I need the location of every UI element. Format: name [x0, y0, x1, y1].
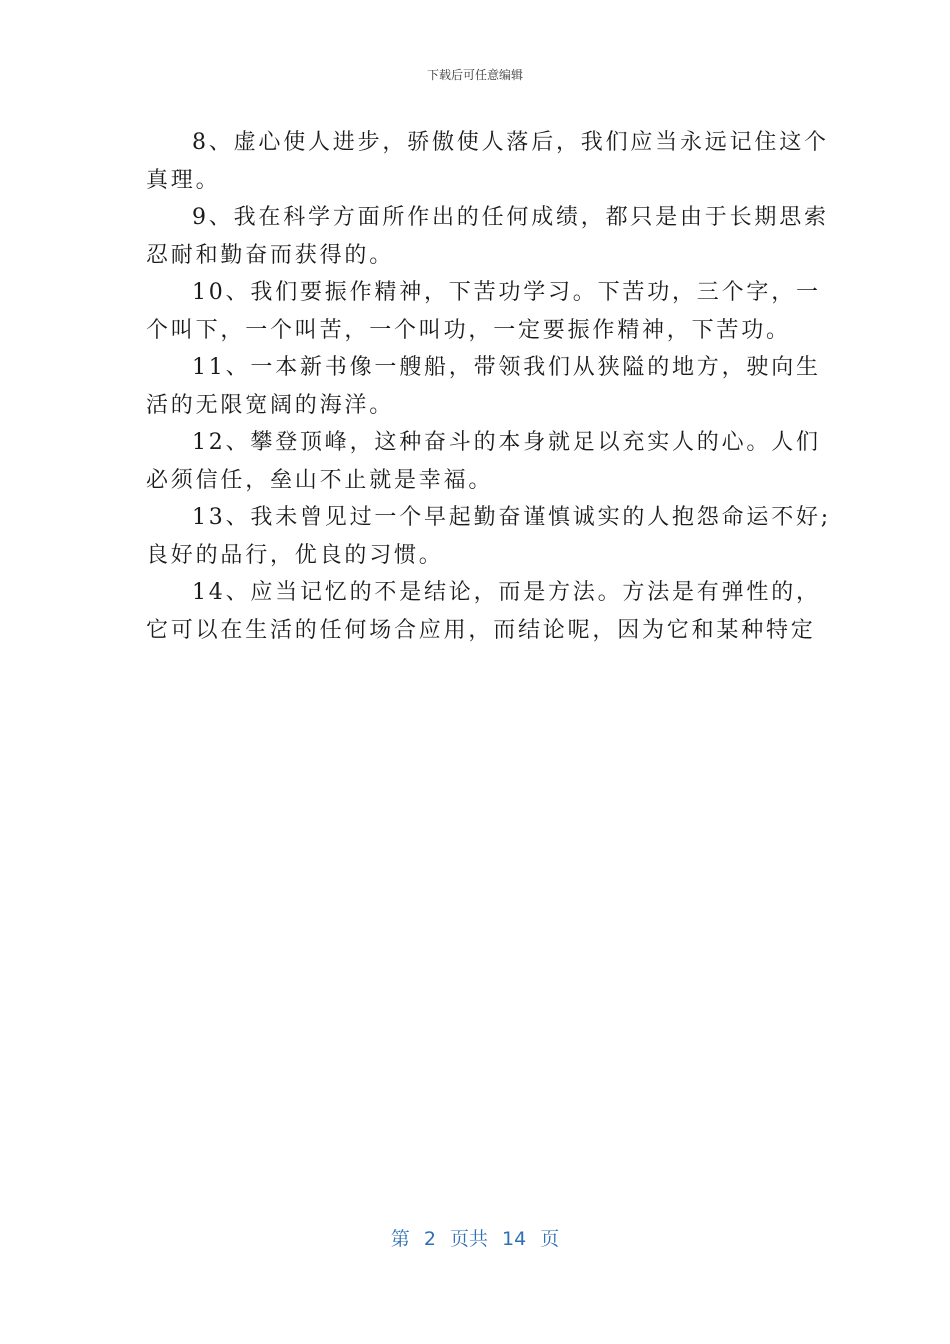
paragraph-8-line-2: 真理。	[146, 167, 221, 193]
paragraph-9-line-2: 忍耐和勤奋而获得的。	[146, 242, 395, 268]
page-footer: 第 2 页共 14 页	[390, 1228, 560, 1250]
paragraph-13-line-2: 良好的品行，优良的习惯。	[146, 542, 444, 568]
paragraph-8-line-1: 8、虚心使人进步，骄傲使人落后，我们应当永远记住这个	[192, 130, 829, 155]
paragraph-9-line-1: 9、我在科学方面所作出的任何成绩，都只是由于长期思索	[192, 205, 829, 230]
document-body	[146, 124, 832, 649]
paragraph-14-line-2: 它可以在生活的任何场合应用，而结论呢，因为它和某种特定	[146, 617, 816, 643]
paragraph-12-line-2: 必须信任，垒山不止就是幸福。	[146, 467, 494, 493]
paragraph-13-line-1: 13、我未曾见过一个早起勤奋谨慎诚实的人抱怨命运不好;	[192, 505, 832, 530]
page-header: 下载后可任意编辑	[426, 68, 523, 82]
paragraph-10-line-1: 10、我们要振作精神，下苦功学习。下苦功，三个字，一	[192, 280, 821, 305]
paragraph-12-line-1: 12、攀登顶峰，这种奋斗的本身就足以充实人的心。人们	[192, 430, 821, 455]
paragraph-11-line-1: 11、一本新书像一艘船，带领我们从狭隘的地方，驶向生	[192, 355, 821, 380]
paragraph-11-line-2: 活的无限宽阔的海洋。	[146, 392, 395, 418]
paragraph-14-line-1: 14、应当记忆的不是结论，而是方法。方法是有弹性的，	[192, 580, 821, 605]
paragraph-10-line-2: 个叫下，一个叫苦，一个叫功，一定要振作精神，下苦功。	[146, 317, 791, 343]
